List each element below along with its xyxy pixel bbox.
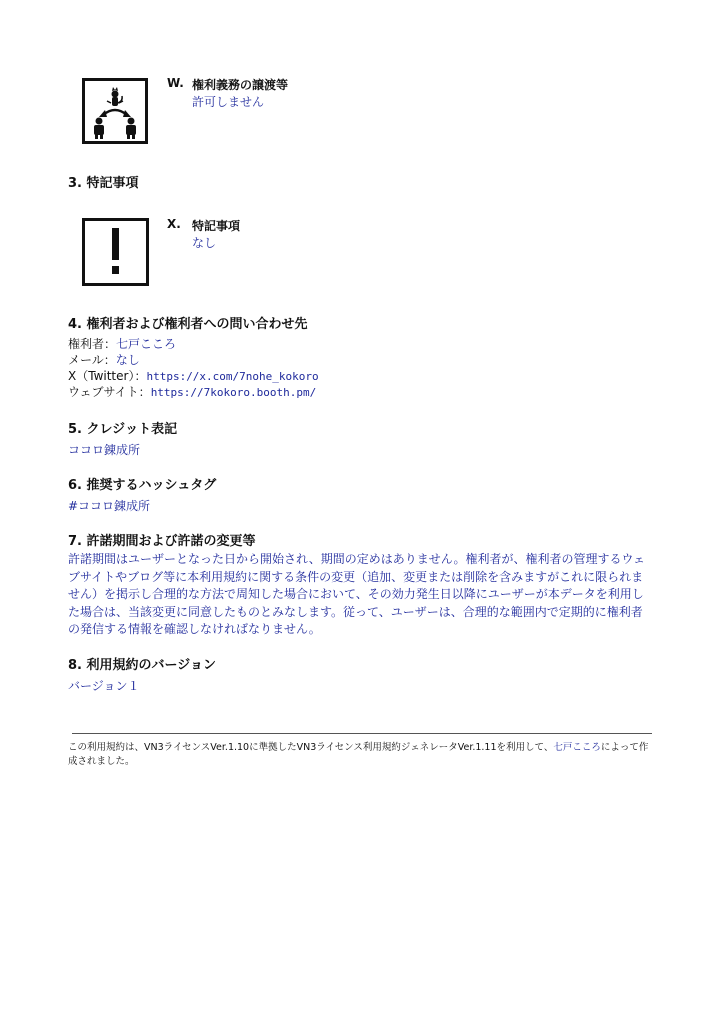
footer-line-1	[68, 741, 658, 755]
section-5-title: 5. クレジット表記	[68, 422, 178, 437]
website-line	[68, 383, 316, 400]
item-w-label: 権利義務の譲渡等	[192, 78, 289, 92]
footer-divider	[72, 733, 652, 734]
section-7-line: ブサイトやブログ等に本利用規約に関する条件の変更（追加、変更または削除を含みますがこれに限られま	[68, 569, 644, 584]
footer-prefix: この利用規約は、VN3ライセンスVer.1.10に準拠したVN3ライセンス利用規約ジェネレータVer.1.11を利用して、	[68, 742, 554, 753]
rights-holder-line	[68, 335, 176, 352]
website-label: ウェブサイト：	[68, 385, 151, 399]
mail-value: なし	[115, 353, 140, 367]
section-7-title: 7. 許諾期間および許諾の変更等	[68, 534, 256, 549]
section-7-paragraph	[68, 551, 658, 639]
section-7-line: せん）を掲示し合理的な方法で周知した場合において、その効力発生日以降にユーザーが本データを利用し	[68, 587, 644, 601]
item-x-value: なし	[192, 236, 217, 250]
section-4-title: 4. 権利者および権利者への問い合わせ先	[68, 317, 308, 332]
footer-author-link[interactable]: 七戸こころ	[553, 742, 601, 753]
version-value: バージョン１	[68, 679, 140, 693]
x-twitter-link[interactable]: https://x.com/7nohe_kokoro	[146, 370, 319, 383]
section-8-title: 8. 利用規約のバージョン	[68, 658, 216, 673]
section-3-title: 3. 特記事項	[68, 176, 139, 191]
hashtag-value: #ココロ錬成所	[68, 499, 151, 513]
section-7-line: た場合は、当該変更に同意したものとみなします。従って、ユーザーは、合理的な範囲内で定期的に権利者	[68, 604, 643, 619]
section-6-title: 6. 推奨するハッシュタグ	[68, 478, 217, 493]
item-x-code: X.	[167, 217, 181, 231]
section-7-line: 許諾期間はユーザーとなった日から開始され、期間の定めはありません。権利者が、権利者の管理するウェ	[68, 552, 645, 566]
section-7-line: の発信する情報を確認しなければなりません。	[68, 622, 321, 636]
item-x-label: 特記事項	[192, 219, 241, 233]
footer-suffix-1: によって作	[600, 742, 649, 753]
x-twitter-label: X（Twitter）：	[68, 369, 147, 383]
footer-line-2: 成されました。	[68, 756, 135, 767]
mail-label: メール：	[68, 353, 116, 367]
rights-holder-label: 権利者：	[68, 337, 117, 351]
exclamation-icon	[82, 218, 149, 286]
mail-line	[68, 351, 140, 368]
item-w-code: W.	[167, 76, 184, 90]
rights-holder-value: 七戸こころ	[116, 337, 177, 351]
footer-note	[68, 741, 658, 769]
website-link[interactable]: https://7kokoro.booth.pm/	[150, 386, 317, 399]
credit-value: ココロ錬成所	[68, 443, 141, 457]
transfer-rights-icon	[82, 78, 148, 144]
x-twitter-line	[68, 367, 319, 384]
item-w-value: 許可しません	[192, 95, 265, 109]
